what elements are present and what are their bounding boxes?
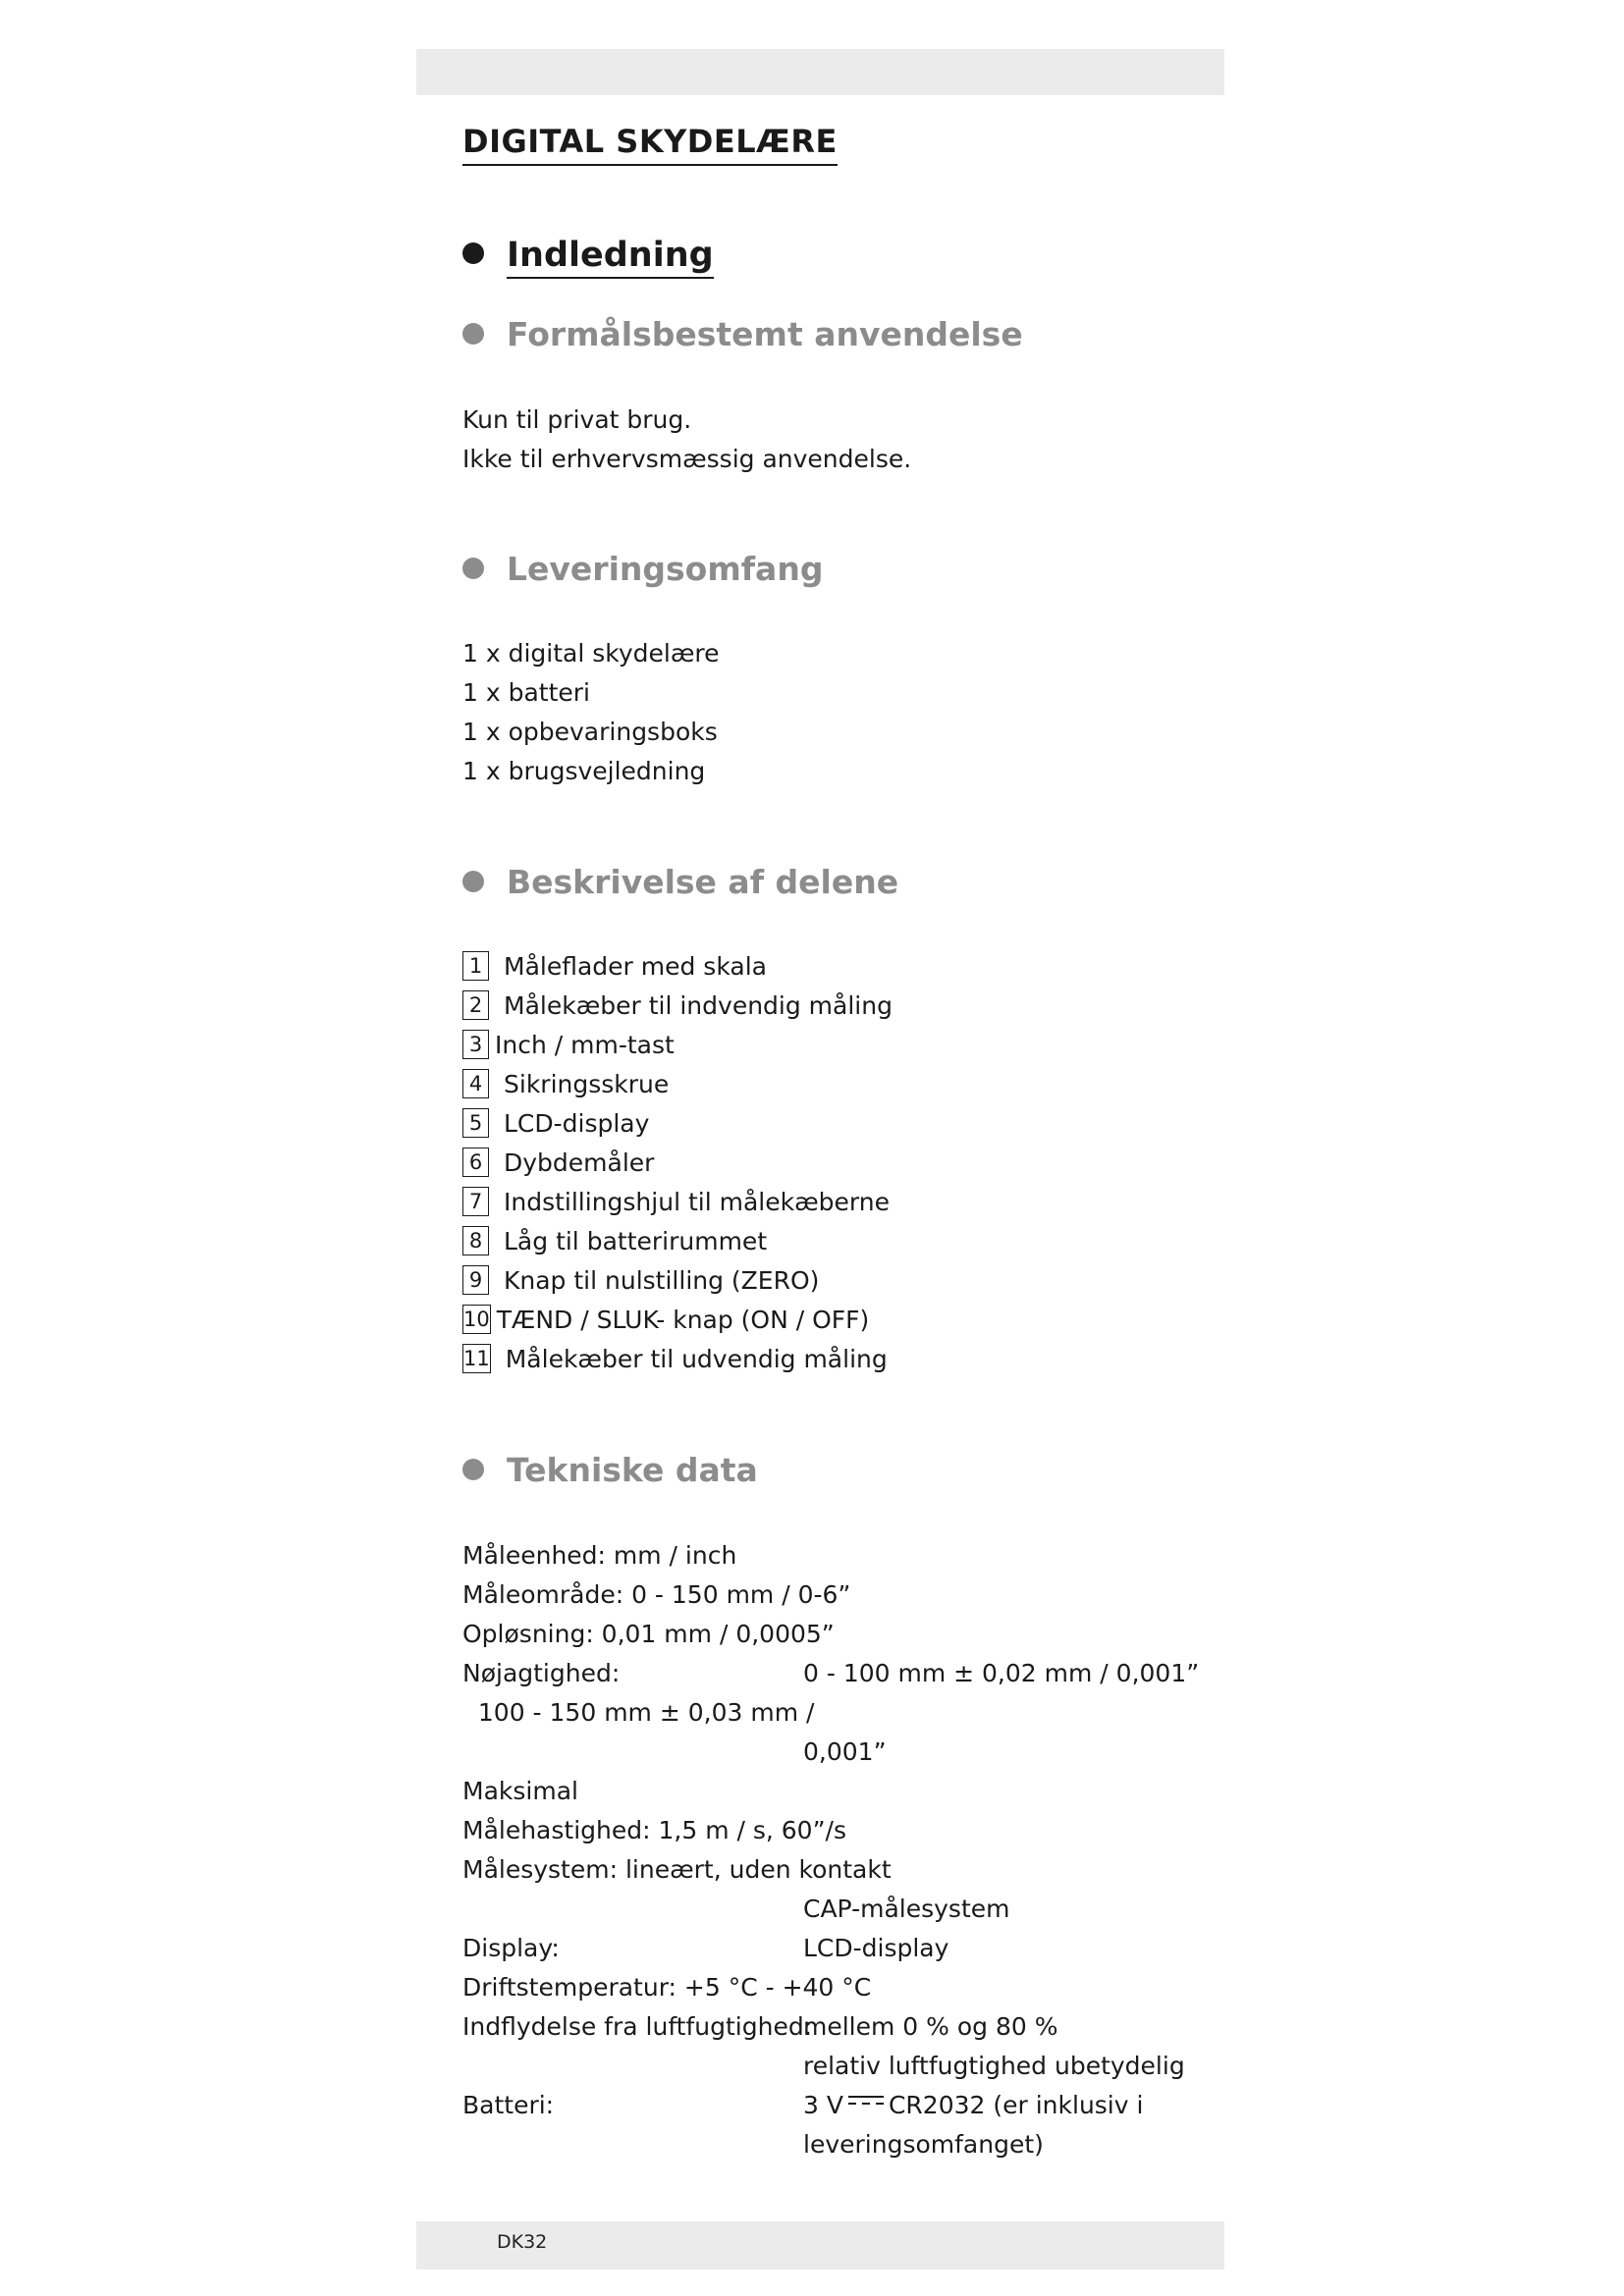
- tech-value: relativ luftfugtighed ubetydelig: [803, 2052, 1185, 2080]
- part-label: Inch / mm-tast: [495, 1030, 675, 1059]
- list-item: [462, 1182, 893, 1221]
- tech-value: mellem 0 % og 80 %: [803, 2012, 1058, 2041]
- table-row: [462, 2125, 1209, 2164]
- list-item: [462, 1300, 893, 1339]
- list-item: 1 x opbevaringsboks: [462, 718, 718, 746]
- part-label: Måleflader med skala: [504, 951, 767, 981]
- list-item: [462, 1221, 893, 1260]
- table-row: [462, 1615, 1209, 1654]
- section-heading-parts: [462, 862, 898, 903]
- table-row: [462, 1968, 1209, 2007]
- tech-value: CAP-målesystem: [803, 1895, 1010, 1923]
- part-label: Målekæber til udvendig måling: [505, 1344, 888, 1373]
- tech-heading-text: Tekniske data: [507, 1451, 758, 1489]
- table-row: [462, 1733, 1209, 1772]
- part-number-box: 6: [462, 1148, 489, 1177]
- document-title: DIGITAL SKYDELÆRE: [462, 122, 838, 166]
- bullet-icon: [462, 1459, 484, 1480]
- tech-label: Display:: [462, 1934, 560, 1962]
- page-number: DK32: [497, 2231, 548, 2253]
- tech-label: Batteri:: [462, 2091, 555, 2119]
- part-number-box: 9: [462, 1265, 489, 1295]
- bullet-icon: [462, 323, 484, 345]
- battery-type: CR2032 (er inklusiv i: [888, 2091, 1144, 2119]
- tech-label: Målesystem: lineært, uden kontakt: [462, 1855, 892, 1884]
- list-item: [462, 1260, 893, 1300]
- tech-label: Nøjagtighed:: [462, 1659, 621, 1687]
- list-item: [462, 986, 893, 1025]
- tech-label: Opløsning: 0,01 mm / 0,0005”: [462, 1620, 835, 1648]
- list-item: [462, 1143, 893, 1182]
- tech-value: leveringsomfanget): [803, 2130, 1044, 2159]
- part-number-box: 1: [462, 951, 489, 981]
- part-number-box: 4: [462, 1069, 489, 1098]
- delivery-heading-text: Leveringsomfang: [507, 550, 824, 588]
- tech-data-table: [462, 1536, 1209, 2164]
- part-label: Dybdemåler: [504, 1148, 655, 1177]
- tech-value: [803, 2086, 1143, 2125]
- parts-heading-text: Beskrivelse af delene: [507, 863, 899, 901]
- list-item: 1 x batteri: [462, 678, 590, 707]
- list-item: 1 x brugsvejledning: [462, 757, 706, 785]
- part-label: TÆND / SLUK- knap (ON / OFF): [496, 1305, 870, 1334]
- table-row: [462, 1929, 1209, 1968]
- intro-heading-text: Indledning: [507, 234, 714, 279]
- part-number-box: 5: [462, 1108, 489, 1138]
- header-bar: [416, 49, 1224, 95]
- delivery-list: [462, 634, 720, 791]
- table-row: [462, 2007, 1209, 2047]
- list-item: 1 x digital skydelære: [462, 639, 720, 667]
- tech-label: 100 - 150 mm ± 0,03 mm /: [462, 1698, 815, 1727]
- list-item: [462, 1103, 893, 1143]
- battery-voltage: 3 V: [803, 2091, 843, 2119]
- table-row: [462, 1850, 1209, 1890]
- tech-value: 0 - 100 mm ± 0,02 mm / 0,001”: [803, 1659, 1200, 1687]
- purpose-line: Ikke til erhvervsmæssig anvendelse.: [462, 445, 912, 473]
- tech-label: Indflydelse fra luftfugtighed:: [462, 2012, 813, 2041]
- tech-value: 0,001”: [803, 1737, 887, 1766]
- table-row: [462, 1575, 1209, 1615]
- tech-label: Maksimal: [462, 1777, 578, 1805]
- tech-label: Måleområde: 0 - 150 mm / 0-6”: [462, 1580, 851, 1609]
- table-row: [462, 1536, 1209, 1575]
- purpose-text: [462, 400, 911, 479]
- bullet-icon: [462, 242, 484, 264]
- tech-label: Driftstemperatur: +5 °C - +40 °C: [462, 1973, 872, 2002]
- table-row: [462, 1772, 1209, 1811]
- tech-value: LCD-display: [803, 1934, 949, 1962]
- table-row: [462, 1654, 1209, 1693]
- list-item: [462, 1025, 893, 1064]
- parts-list: [462, 946, 893, 1378]
- part-number-box: 3: [462, 1030, 489, 1059]
- part-number-box: 10: [462, 1305, 491, 1334]
- table-row: [462, 2086, 1209, 2125]
- table-row: [462, 1811, 1209, 1850]
- section-heading-tech: [462, 1450, 758, 1491]
- part-label: Indstillingshjul til målekæberne: [504, 1187, 890, 1216]
- table-row: [462, 1693, 1209, 1733]
- table-row: [462, 2047, 1209, 2086]
- list-item: [462, 946, 893, 986]
- section-heading-purpose: [462, 314, 1023, 355]
- part-number-box: 11: [462, 1344, 491, 1373]
- part-label: Sikringsskrue: [504, 1069, 670, 1098]
- list-item: [462, 1064, 893, 1103]
- list-item: [462, 1339, 893, 1378]
- tech-label: Målehastighed: 1,5 m / s, 60”/s: [462, 1816, 846, 1844]
- dc-symbol-icon: [847, 2094, 885, 2108]
- purpose-heading-text: Formålsbestemt anvendelse: [507, 315, 1023, 353]
- tech-label: Måleenhed: mm / inch: [462, 1541, 737, 1570]
- part-label: Målekæber til indvendig måling: [504, 990, 893, 1020]
- section-heading-intro: [462, 234, 714, 279]
- part-number-box: 7: [462, 1187, 489, 1216]
- bullet-icon: [462, 558, 484, 579]
- table-row: [462, 1890, 1209, 1929]
- part-label: Knap til nulstilling (ZERO): [504, 1265, 820, 1295]
- part-number-box: 2: [462, 990, 489, 1020]
- section-heading-delivery: [462, 549, 823, 590]
- part-label: Låg til batterirummet: [504, 1226, 768, 1255]
- part-number-box: 8: [462, 1226, 489, 1255]
- part-label: LCD-display: [504, 1108, 650, 1138]
- purpose-line: Kun til privat brug.: [462, 405, 692, 434]
- bullet-icon: [462, 871, 484, 892]
